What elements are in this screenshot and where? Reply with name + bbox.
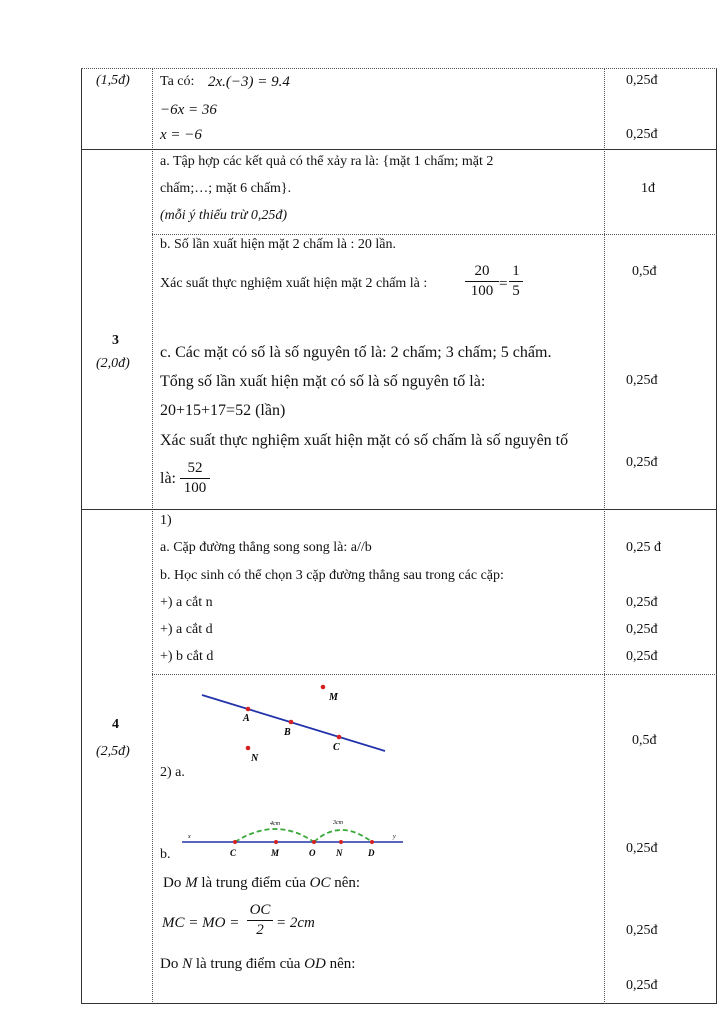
row-3-c-line5: là: (160, 470, 176, 487)
fraction-numerator: OC (249, 902, 271, 918)
arc-o-d (314, 830, 372, 842)
label-3cm: 3cm (333, 820, 343, 826)
row-3-a-line1: a. Tập hợp các kết quả có thể xảy ra là: {mặt 1 chấm; mặt 2 (160, 154, 494, 169)
label-o: O (309, 848, 316, 858)
row-4-score-a: 0,25 đ (626, 540, 661, 555)
row-3-points: (2,0đ) (96, 356, 130, 371)
label-n: N (251, 753, 259, 764)
point-b (289, 720, 294, 725)
label-b: B (284, 727, 291, 738)
row-3-c-line4: Xác suất thực nghiệm xuất hiện mặt có số chấm là số nguyên tố (160, 432, 569, 449)
row-3-a-note: (mỗi ý thiếu trừ 0,25đ) (160, 208, 288, 223)
row-4-part2a-label: 2) a. (160, 765, 185, 780)
point-m (321, 685, 326, 690)
label-x: x (188, 834, 191, 840)
label-d: D (368, 848, 375, 858)
fraction-numerator: 20 (474, 263, 490, 279)
row-4-part1-b: b. Học sinh có thể chọn 3 cặp đường thẳng sau trong các cặp: (160, 568, 504, 583)
row-3-c-line3: 20+15+17=52 (lần) (160, 402, 286, 419)
row-1-score-1: 0,25đ (626, 73, 658, 88)
row-4-do-m-sentence: Do M là trung điểm của OC nên: (163, 875, 361, 891)
line-abc (202, 695, 385, 751)
fraction-denominator: 2 (256, 922, 264, 938)
point-n (246, 746, 251, 751)
row-4-do-n-sentence: Do N là trung điểm của OD nên: (160, 956, 356, 972)
row-4-part2a-score: 0,5đ (632, 733, 657, 748)
label-n: N (336, 848, 343, 858)
label-m: M (329, 692, 338, 703)
row-4-part1-item-3: +) b cắt d (160, 649, 214, 664)
point-d (370, 840, 374, 844)
row-3-c-score-1: 0,25đ (626, 373, 658, 388)
label-a: A (243, 713, 250, 724)
row-1-line1-math: 2x.(−3) = 9.4 (208, 74, 290, 90)
row-4-mc-fraction (247, 902, 273, 939)
row-3-c-line1: c. Các mặt có số là số nguyên tố là: 2 chấm; 3 chấm; 5 chấm. (160, 344, 552, 361)
arc-cm-o (235, 829, 314, 842)
row-3-number: 3 (112, 333, 119, 348)
fraction-numerator: 1 (512, 263, 520, 279)
label-c: C (333, 742, 340, 753)
figure-line-points (190, 680, 400, 770)
point-m (274, 840, 278, 844)
row-3-c-score-2: 0,25đ (626, 455, 658, 470)
row-3-b-line1: b. Số lần xuất hiện mặt 2 chấm là : 20 lần. (160, 237, 397, 252)
row-4-part1-label: 1) (160, 513, 172, 528)
row-4-number: 4 (112, 717, 119, 732)
row-3-b-fraction-1 (465, 263, 499, 300)
row-3-a-score: 1đ (641, 181, 655, 196)
fraction-denominator: 5 (512, 283, 520, 299)
figure-segment-midpoints (178, 812, 408, 862)
row-1-score-2: 0,25đ (626, 127, 658, 142)
fraction-denominator: 100 (183, 480, 207, 496)
row-3-b-equals: = (499, 276, 508, 292)
row-1-line1-prefix: Ta có: (160, 74, 195, 89)
row-4-part1-item-2: +) a cắt d (160, 622, 213, 637)
point-c (337, 735, 342, 740)
fraction-numerator: 52 (187, 460, 203, 476)
row-3-c-fraction (180, 460, 210, 497)
fraction-denominator: 100 (470, 283, 494, 299)
row-1-points: (1,5đ) (96, 73, 130, 88)
row-4-part2b-score: 0,25đ (626, 841, 658, 856)
point-c (233, 840, 237, 844)
row-1-line2-math: −6x = 36 (160, 102, 217, 118)
row-4-score-item-1: 0,25đ (626, 595, 658, 610)
row-4-score-item-2: 0,25đ (626, 622, 658, 637)
row-4-part1-a: a. Cặp đường thẳng song song là: a//b (160, 540, 372, 555)
row-3-a-line2: chấm;…; mặt 6 chấm}. (160, 181, 292, 196)
label-y: y (393, 834, 396, 840)
row-3-b-line2: Xác suất thực nghiệm xuất hiện mặt 2 chấm là : (160, 276, 428, 291)
row-4-part2b-label: b. (160, 847, 171, 862)
row-1-line3-math: x = −6 (160, 127, 202, 143)
label-m: M (271, 848, 280, 858)
point-n (339, 840, 343, 844)
row-3-b-score: 0,5đ (632, 264, 657, 279)
point-a (246, 707, 251, 712)
row-4-score-item-3: 0,25đ (626, 649, 658, 664)
row-4-mc-lhs: MC = MO = (162, 915, 240, 931)
row-4-mc-rhs: = 2cm (276, 915, 315, 931)
row-4-mc-score: 0,25đ (626, 923, 658, 938)
row-4-last-score: 0,25đ (626, 978, 658, 993)
label-4cm: 4cm (270, 821, 280, 827)
row-3-b-fraction-2 (509, 263, 523, 300)
label-c: C (230, 848, 237, 858)
row-3-c-line2: Tổng số lần xuất hiện mặt có số là số nguyên tố là: (160, 373, 486, 390)
point-o (312, 840, 316, 844)
row-4-points: (2,5đ) (96, 744, 130, 759)
row-4-part1-item-1: +) a cắt n (160, 595, 213, 610)
